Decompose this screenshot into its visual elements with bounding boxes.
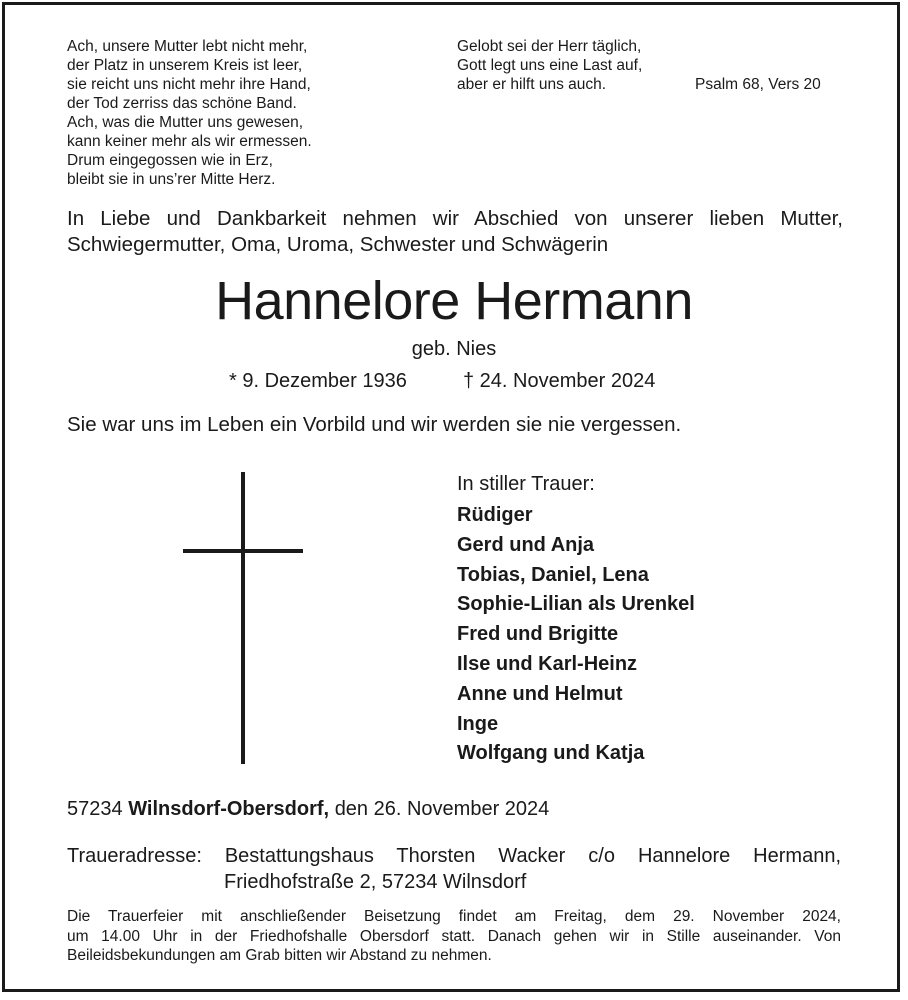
address-line: Traueradresse: Bestattungshaus Thorsten Wacker c/o Hannelore Hermann,	[67, 845, 841, 867]
mourners-list	[457, 501, 695, 769]
intro-line: In Liebe und Dankbarkeit nehmen wir Abschied von unserer lieben Mutter,	[67, 207, 843, 230]
place-date	[67, 795, 549, 823]
poem-line: der Tod zerriss das schöne Band.	[67, 95, 297, 112]
poem-line: bleibt sie in uns’rer Mitte Herz.	[67, 171, 276, 188]
poem-line: der Platz in unserem Kreis ist leer,	[67, 57, 303, 74]
intro-text	[67, 206, 843, 258]
poem-line: Ach, unsere Mutter lebt nicht mehr,	[67, 38, 308, 55]
cross-vertical-bar	[241, 472, 245, 764]
poem-left	[67, 37, 312, 189]
mourner-name: Sophie-Lilian als Urenkel	[457, 593, 695, 616]
date: den 26. November 2024	[334, 798, 550, 820]
psalm-line: aber er hilft uns auch.	[457, 76, 607, 93]
poem-line: kann keiner mehr als wir ermessen.	[67, 133, 312, 150]
poem-line: sie reicht uns nicht mehr ihre Hand,	[67, 76, 311, 93]
notice-line: Die Trauerfeier mit anschließender Beisetzung findet am Freitag, dem 29. November 2024,	[67, 908, 841, 925]
mourner-name: Gerd und Anja	[457, 533, 595, 556]
mourner-name: Anne und Helmut	[457, 682, 623, 705]
psalm-line: Gelobt sei der Herr täglich,	[457, 38, 642, 55]
intro-line: Schwiegermutter, Oma, Uroma, Schwester und Schwägerin	[67, 233, 609, 256]
town: Wilnsdorf-Obersdorf,	[128, 798, 330, 820]
death-date: † 24. November 2024	[463, 370, 656, 392]
mourner-name: Ilse und Karl-Heinz	[457, 652, 638, 675]
mourner-name: Tobias, Daniel, Lena	[457, 563, 649, 586]
maiden-name: geb. Nies	[411, 338, 497, 360]
mourner-name: Rüdiger	[457, 504, 533, 526]
tribute-text: Sie war uns im Leben ein Vorbild und wir werden sie nie vergessen.	[67, 413, 682, 436]
mourning-address	[67, 843, 841, 895]
notice-line: Beileidsbekundungen am Grab bitten wir Abstand zu nehmen.	[67, 947, 492, 964]
birth-date: * 9. Dezember 1936	[229, 370, 407, 392]
poem-line: Drum eingegossen wie in Erz,	[67, 152, 273, 169]
deceased-name: Hannelore Hermann	[215, 271, 693, 331]
mourner-name: Inge	[457, 712, 499, 735]
cross-horizontal-bar	[183, 549, 303, 553]
psalm-line: Gott legt uns eine Last auf,	[457, 57, 643, 74]
notice-line: um 14.00 Uhr in der Friedhofshalle Obersdorf statt. Danach gehen wir in Stille auseinander. Von	[67, 927, 841, 945]
funeral-notice	[67, 907, 841, 966]
poem-line: Ach, was die Mutter uns gewesen,	[67, 114, 304, 131]
address-line: Friedhofstraße 2, 57234 Wilnsdorf	[224, 871, 527, 893]
mourner-name: Wolfgang und Katja	[457, 742, 645, 765]
mourning-label: In stiller Trauer:	[457, 473, 595, 495]
mourner-name: Fred und Brigitte	[457, 623, 619, 646]
psalm-verse	[457, 37, 642, 94]
psalm-reference: Psalm 68, Vers 20	[695, 76, 821, 93]
postcode: 57234	[67, 798, 123, 820]
